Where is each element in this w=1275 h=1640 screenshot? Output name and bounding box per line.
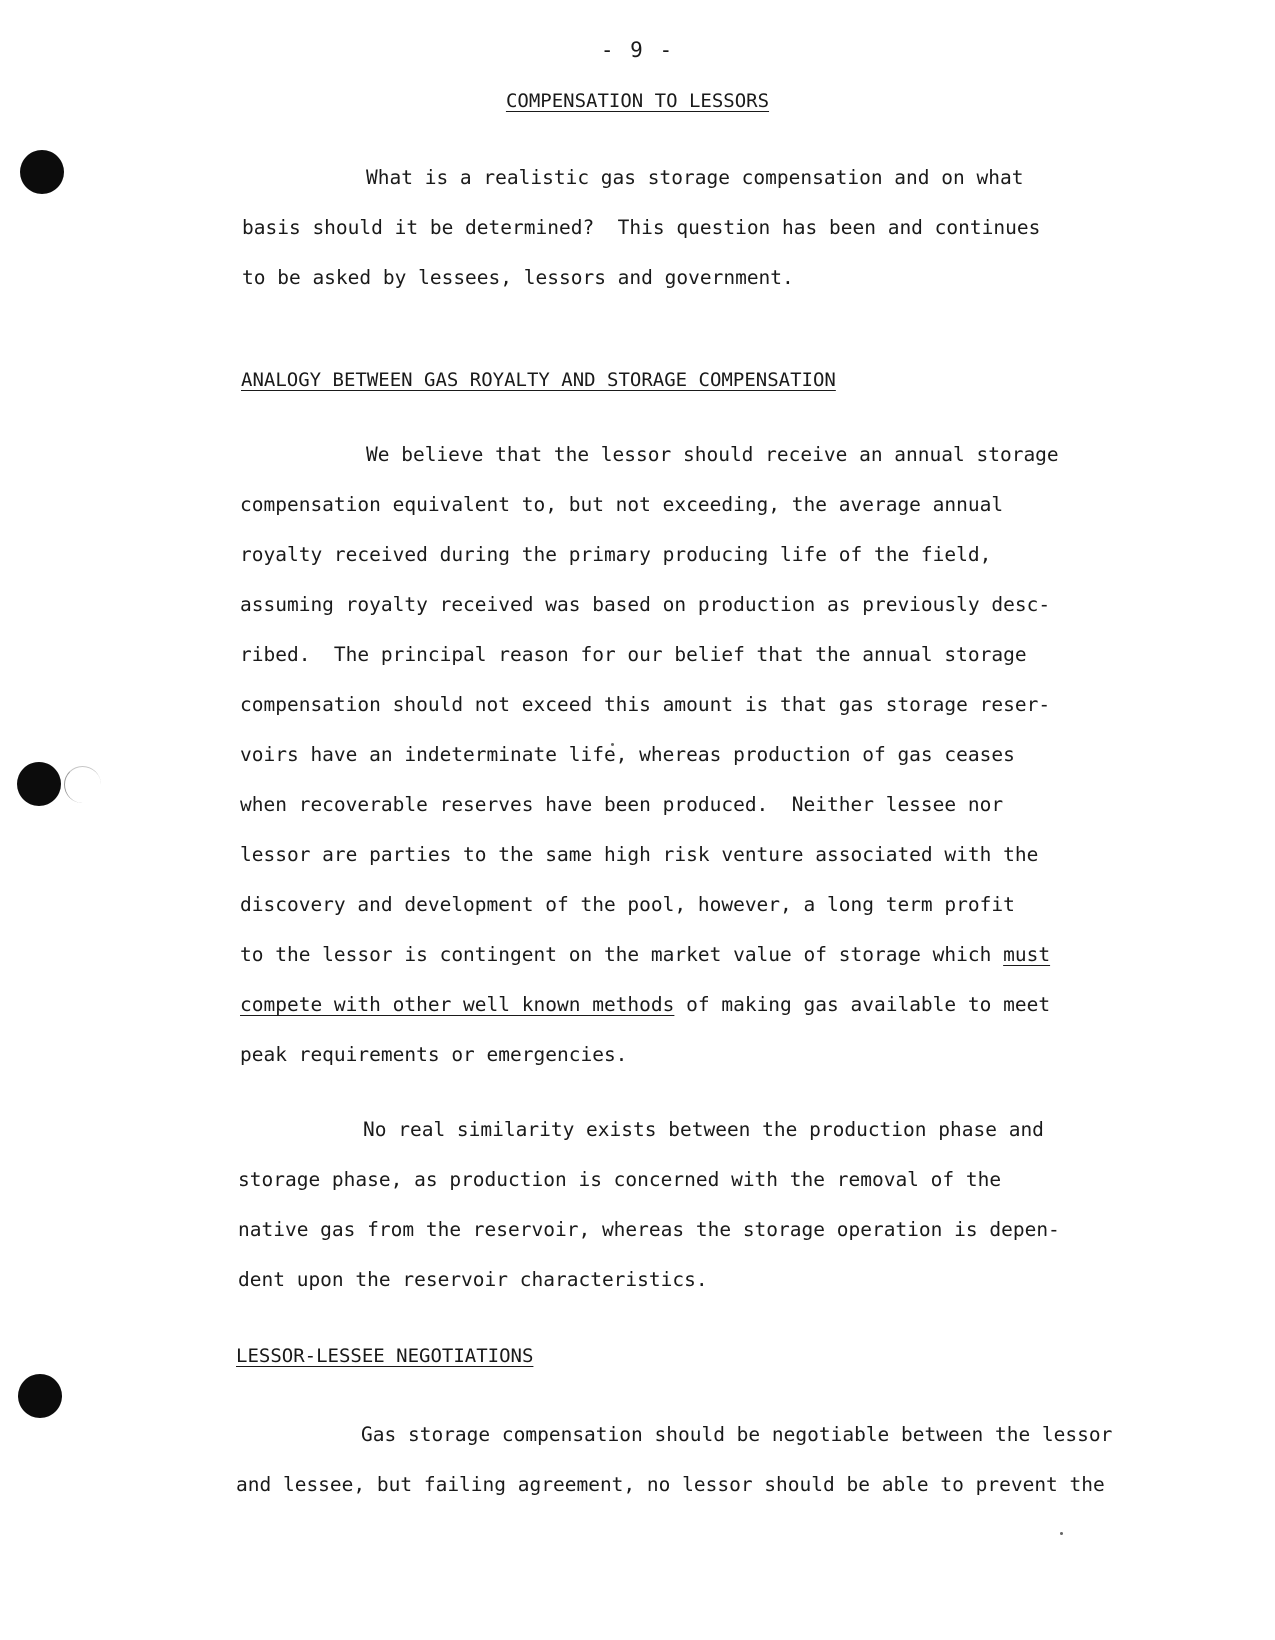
paragraph-line: compensation should not exceed this amount is that gas storage reser-	[240, 693, 1051, 716]
page-number: - 9 -	[600, 38, 675, 62]
paragraph-line: lessor are parties to the same high risk venture associated with the	[240, 843, 1039, 866]
paragraph-line: voirs have an indeterminate life, whereas production of gas ceases	[240, 743, 1015, 766]
underlined-text: must	[1003, 943, 1051, 966]
paragraph-line: native gas from the reservoir, whereas the storage operation is depen-	[238, 1218, 1060, 1241]
line-text: of making gas available to meet	[674, 993, 1051, 1016]
section-heading-compensation: COMPENSATION TO LESSORS	[505, 90, 770, 112]
paragraph-line: dent upon the reservoir characteristics.	[238, 1268, 708, 1291]
punch-hole-top	[20, 150, 64, 194]
punch-hole-bottom	[18, 1374, 62, 1418]
underlined-text: compete with other well known methods	[240, 993, 675, 1016]
line-text: to the lessor is contingent on the market value of storage which	[240, 943, 1004, 966]
paragraph-line: What is a realistic gas storage compensation and on what	[366, 166, 1024, 189]
section-heading-negotiations: LESSOR-LESSEE NEGOTIATIONS	[236, 1345, 534, 1367]
paragraph-line: ribed. The principal reason for our belief that the annual storage	[240, 643, 1027, 666]
paragraph-line: to be asked by lessees, lessors and government.	[242, 266, 794, 289]
punch-hole-middle	[17, 762, 61, 806]
paragraph-line: assuming royalty received was based on production as previously desc-	[240, 593, 1051, 616]
paragraph-line: compensation equivalent to, but not exceeding, the average annual	[240, 493, 1004, 516]
paragraph-line: peak requirements or emergencies.	[240, 1043, 628, 1066]
paragraph-line	[240, 995, 1050, 1015]
punch-hole-ghost	[64, 766, 101, 803]
paragraph-line: royalty received during the primary producing life of the field,	[240, 543, 992, 566]
paragraph-line: No real similarity exists between the production phase and	[363, 1118, 1044, 1141]
paragraph-line: basis should it be determined? This question has been and continues	[242, 216, 1041, 239]
paragraph-line	[240, 945, 1050, 965]
speck	[1060, 1532, 1063, 1535]
paragraph-line: discovery and development of the pool, however, a long term profit	[240, 893, 1015, 916]
paragraph-line: Gas storage compensation should be negotiable between the lessor	[361, 1423, 1113, 1446]
paragraph-line: and lessee, but failing agreement, no lessor should be able to prevent the	[236, 1473, 1105, 1496]
paragraph-line: when recoverable reserves have been produced. Neither lessee nor	[240, 793, 1004, 816]
paragraph-line: We believe that the lessor should receive an annual storage	[366, 443, 1059, 466]
section-heading-analogy: ANALOGY BETWEEN GAS ROYALTY AND STORAGE COMPENSATION	[241, 369, 836, 391]
paragraph-line: storage phase, as production is concerned with the removal of the	[238, 1168, 1002, 1191]
